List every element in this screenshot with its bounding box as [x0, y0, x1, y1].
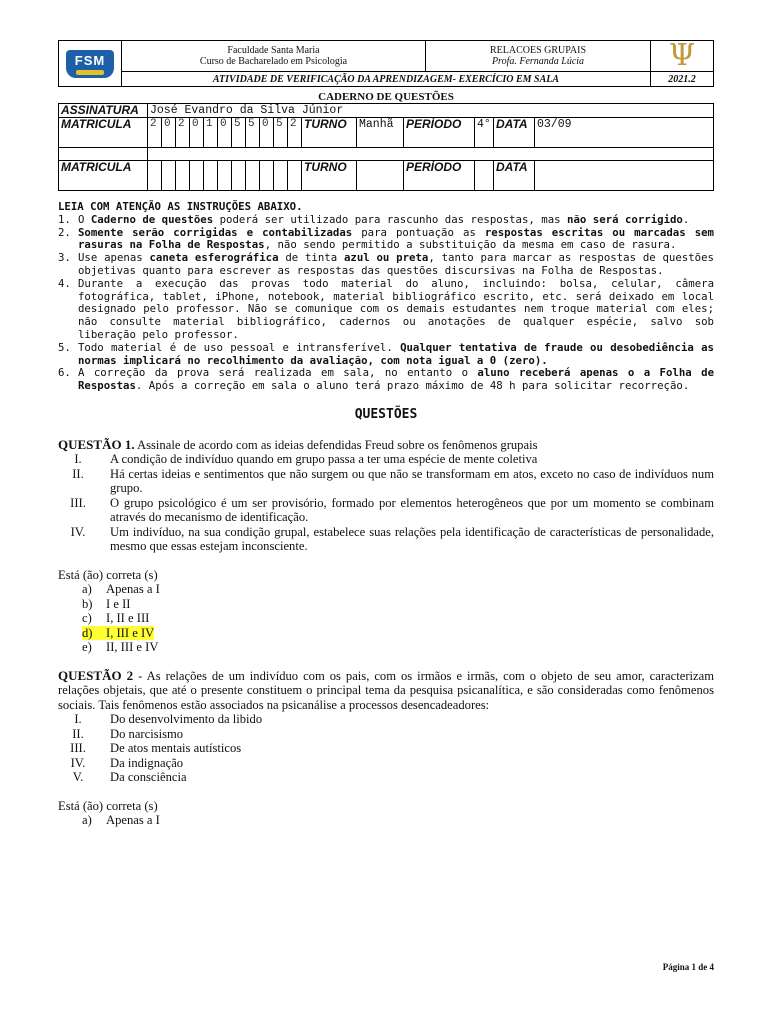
- instruction-item: [58, 278, 714, 342]
- exam-page: [58, 40, 714, 828]
- answer-option[interactable]: [58, 611, 714, 626]
- instructions: [58, 201, 714, 393]
- matricula-digit-empty[interactable]: [246, 161, 260, 191]
- matricula-digit-empty[interactable]: [288, 161, 302, 191]
- question-2-label: QUESTÃO 2: [58, 667, 134, 683]
- matricula-digit[interactable]: 2: [176, 118, 190, 148]
- matricula-digit[interactable]: 2: [288, 118, 302, 148]
- matricula-digit[interactable]: 5: [232, 118, 246, 148]
- statement-numeral: I.: [74, 712, 82, 727]
- turno-field-2[interactable]: [357, 161, 404, 191]
- statement-item: [58, 741, 714, 756]
- statement-text: O grupo psicológico é um ser provisório, formado por elementos heterogêneos que por um momento se combinam através do mecanismo de identificação.: [110, 495, 714, 525]
- answer-option[interactable]: [58, 813, 714, 828]
- student-id-table: [58, 103, 714, 191]
- statement-text: Da indignação: [110, 755, 184, 770]
- statement-item: [58, 756, 714, 771]
- statement-numeral: II.: [72, 726, 84, 741]
- instructions-list: [58, 214, 714, 393]
- matricula-digit[interactable]: 1: [204, 118, 218, 148]
- institution-name: Faculdade Santa Maria: [227, 45, 320, 56]
- statement-text: Do desenvolvimento da libido: [110, 712, 263, 727]
- option-text: I, II e III: [106, 611, 150, 626]
- turno-field[interactable]: Manhã: [357, 118, 404, 148]
- instructions-heading: LEIA COM ATENÇÃO AS INSTRUÇÕES ABAIXO.: [58, 200, 303, 213]
- statement-text: Há certas ideias e sentimentos que não surgem ou que não se transformam em atos, exceto no caso de indivíduos num grupo.: [110, 466, 714, 496]
- statement-item: [58, 496, 714, 525]
- matricula-label: MATRICULA: [59, 118, 148, 148]
- psi-icon: Ψ: [668, 38, 696, 73]
- semester: 2021.2: [651, 72, 714, 87]
- statement-text: De atos mentais autísticos: [110, 741, 242, 756]
- matricula-digit[interactable]: 0: [218, 118, 232, 148]
- periodo-label-2: PERÍODO: [404, 161, 475, 191]
- statement-numeral: II.: [72, 466, 84, 481]
- option-text: I, III e IV: [106, 625, 155, 640]
- question-2-prompt: Está (ão) correta (s): [58, 798, 158, 813]
- option-text: II, III e IV: [106, 640, 159, 655]
- instruction-text: A correção da prova será realizada em sala, no entanto o aluno receberá apenas o a Folha de Respostas. Após a correção em sala o aluno terá prazo máximo de 48 h para solicitar recorreção.: [78, 366, 714, 393]
- instruction-number: 6.: [58, 366, 71, 380]
- option-text: Apenas a I: [106, 582, 160, 597]
- answer-option[interactable]: [58, 597, 714, 612]
- question-1-prompt: Está (ão) correta (s): [58, 567, 158, 582]
- statement-item: [58, 727, 714, 742]
- statement-item: [58, 467, 714, 496]
- instruction-text: Use apenas caneta esferográfica de tinta azul ou preta, tanto para marcar as respostas de questões objetivas quanto para escrever as respostas das questões discursivas na Folha de Respostas.: [78, 251, 714, 277]
- question-1: [58, 438, 714, 655]
- question-2-statements: [58, 712, 714, 785]
- matricula-label-2: MATRICULA: [59, 161, 148, 191]
- option-letter: a): [82, 582, 92, 597]
- matricula-digit[interactable]: 2: [148, 118, 162, 148]
- statement-item: [58, 452, 714, 467]
- instruction-text: Todo material é de uso pessoal e intransferível. Qualquer tentativa de fraude ou desobediência as normas implicará no recolhimento da avaliação, com nota igual a 0 (zero).: [78, 340, 714, 367]
- matricula-digit[interactable]: 5: [274, 118, 288, 148]
- matricula-digit[interactable]: 5: [246, 118, 260, 148]
- instruction-item: [58, 342, 714, 368]
- option-letter: c): [82, 611, 92, 626]
- discipline-cell: [426, 41, 651, 72]
- statement-item: [58, 525, 714, 554]
- periodo-field-2[interactable]: [475, 161, 494, 191]
- statement-item: [58, 770, 714, 785]
- statement-numeral: III.: [70, 741, 86, 756]
- answer-option[interactable]: [58, 626, 714, 641]
- matricula-digit[interactable]: 0: [190, 118, 204, 148]
- matricula-digit-empty[interactable]: [148, 161, 162, 191]
- turno-label-2: TURNO: [302, 161, 357, 191]
- option-letter: d): [82, 626, 106, 641]
- matricula-digit[interactable]: 0: [260, 118, 274, 148]
- instruction-item: [58, 227, 714, 253]
- instruction-text: O Caderno de questões poderá ser utilizado para rascunho das respostas, mas não será corrigido.: [78, 212, 690, 226]
- activity-title: ATIVIDADE DE VERIFICAÇÃO DA APRENDIZAGEM- EXERCÍCIO EM SALA: [122, 72, 651, 87]
- answer-option[interactable]: [58, 640, 714, 655]
- matricula-digit-empty[interactable]: [162, 161, 176, 191]
- questions-heading: QUESTÕES: [354, 406, 418, 422]
- matricula-digit-empty[interactable]: [190, 161, 204, 191]
- periodo-label: PERÍODO: [404, 118, 475, 148]
- instruction-number: 5.: [58, 340, 71, 354]
- matricula-digit-empty[interactable]: [218, 161, 232, 191]
- institution-cell: [122, 41, 426, 72]
- instruction-text: Somente serão corrigidas e contabilizadas para pontuação as respostas escritas ou marcadas sem rasuras na Folha de Respostas, não sendo permitido a substituição da mesma em caso de rasura.: [78, 225, 714, 252]
- psi-cell: [651, 38, 714, 73]
- answer-option[interactable]: [58, 582, 714, 597]
- fsm-logo: FSM: [66, 50, 114, 78]
- matricula-digit[interactable]: 0: [162, 118, 176, 148]
- data-field[interactable]: 03/09: [535, 118, 714, 148]
- instruction-number: 3.: [58, 251, 71, 265]
- statement-numeral: IV.: [70, 755, 86, 770]
- statement-text: Da consciência: [110, 770, 187, 785]
- professor-name: Profa. Fernanda Lúcia: [491, 56, 585, 67]
- assinatura-field[interactable]: José Evandro da Silva Júnior: [148, 104, 714, 118]
- matricula-digit-empty[interactable]: [176, 161, 190, 191]
- discipline-name: RELACOES GRUPAIS: [489, 45, 587, 56]
- page-number: Página 1 de 4: [662, 962, 714, 972]
- data-label-2: DATA: [494, 161, 535, 191]
- statement-text: A condição de indivíduo quando em grupo passa a ter uma espécie de mente coletiva: [110, 452, 538, 467]
- caderno-title: CADERNO DE QUESTÕES: [318, 91, 454, 103]
- logo-cell: [59, 41, 122, 87]
- course-name: Curso de Bacharelado em Psicologia: [199, 56, 348, 67]
- turno-label: TURNO: [302, 118, 357, 148]
- option-letter: b): [82, 596, 93, 611]
- matricula-digit-empty[interactable]: [232, 161, 246, 191]
- statement-numeral: III.: [70, 495, 86, 510]
- option-text: Apenas a I: [106, 813, 160, 828]
- statement-item: [58, 712, 714, 727]
- periodo-field[interactable]: 4°: [475, 118, 494, 148]
- data-field-2[interactable]: [535, 161, 714, 191]
- instruction-text: Durante a execução das provas todo material do aluno, incluindo: bolsa, celular, câmera fotográfica, tablet, iPhone, notebook, material bibliográfico escrito, etc. será deixado em local designado pelo professor. Não se comunique com os demais estudantes nem troque material com eles; não consulte material bibliográfico, cadernos ou anotações de qualquer espécie, salvo sob liberação pelo professor.: [78, 276, 714, 341]
- matricula-digit-empty[interactable]: [274, 161, 288, 191]
- data-label: DATA: [494, 118, 535, 148]
- option-letter: e): [82, 640, 92, 655]
- question-2-options: [58, 813, 714, 828]
- question-1-statements: [58, 452, 714, 554]
- question-1-stem: QUESTÃO 1. Assinale de acordo com as ideias defendidas Freud sobre os fenômenos grupais: [58, 436, 538, 452]
- option-letter: a): [82, 813, 92, 828]
- instruction-number: 1.: [58, 212, 71, 226]
- statement-text: Um indivíduo, na sua condição grupal, estabelece suas relações pela identificação de características de personalidade, mesmo que essas estejam inconsciente.: [110, 524, 714, 554]
- statement-text: Do narcisismo: [110, 726, 184, 741]
- instruction-number: 2.: [58, 225, 71, 239]
- matricula-digit-empty[interactable]: [260, 161, 274, 191]
- question-2: [58, 669, 714, 828]
- instruction-item: [58, 252, 714, 278]
- question-1-label: QUESTÃO 1.: [58, 436, 135, 452]
- instruction-item: [58, 367, 714, 393]
- question-1-options: [58, 582, 714, 655]
- matricula-digit-empty[interactable]: [204, 161, 218, 191]
- option-text: I e II: [106, 596, 131, 611]
- statement-numeral: I.: [74, 452, 82, 467]
- instruction-number: 4.: [58, 276, 71, 290]
- assinatura-label: ASSINATURA: [59, 104, 148, 118]
- statement-numeral: V.: [72, 770, 84, 785]
- header-table: [58, 40, 714, 87]
- statement-numeral: IV.: [70, 524, 86, 539]
- question-2-stem: QUESTÃO 2 - As relações de um indivíduo com os pais, com os irmãos e irmãs, com o objeto de seu amor, caracterizam relações objetais, que até o presente constituem o principal tema da pesquisa psicanalítica, e são consideradas como fenômenos sociais. Tais fenômenos estão associados na psicanálise a processos desencadeadores:: [58, 667, 714, 712]
